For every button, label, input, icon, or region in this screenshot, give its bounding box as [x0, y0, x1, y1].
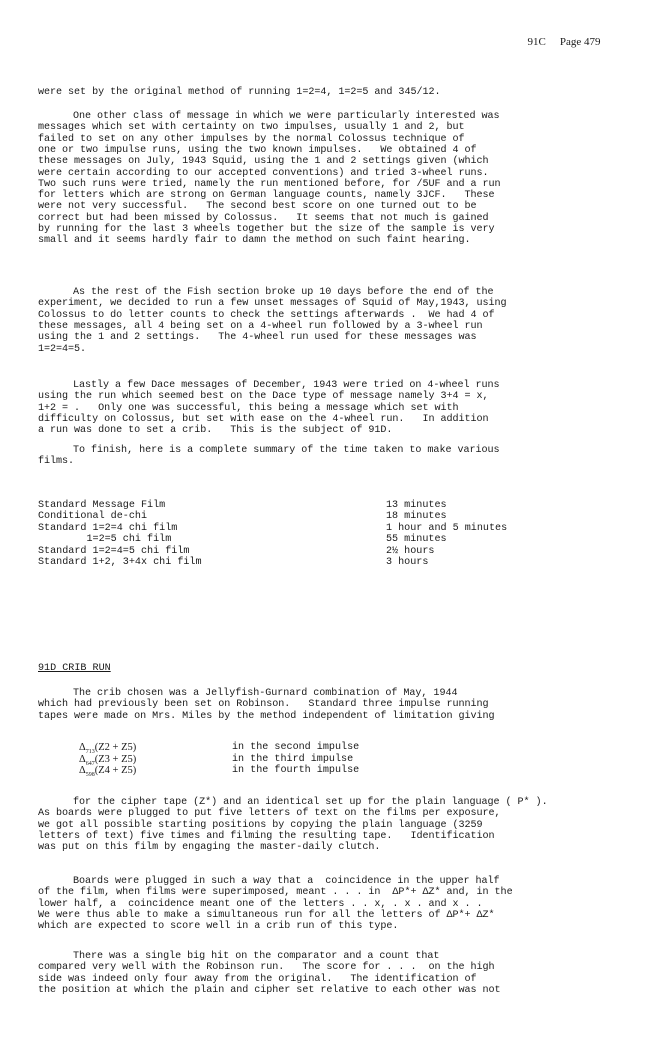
- delta-subscript: 598: [85, 772, 95, 779]
- para3-line: using the run which seemed best on the Dace type of message namely 3+4 = x,: [38, 391, 489, 403]
- formula-description: in the fourth impulse: [232, 765, 360, 776]
- para8-line: the position at which the plain and cipher set relative to each other was not: [38, 984, 501, 996]
- summary-time: 2½ hours: [386, 545, 435, 557]
- delta-symbol: Δ: [79, 765, 86, 776]
- para1-line: for letters which are strong on German language counts, namely 3JCF. These: [38, 190, 495, 202]
- para2-line: using the 1 and 2 settings. The 4-wheel run used for these messages was: [38, 332, 477, 344]
- delta-formula: [79, 765, 136, 781]
- para7-line: of the film, when films were superimposed, meant . . . in ΔP*+ ΔZ* and, in the: [38, 887, 513, 899]
- para7-line: which are expected to score well in a crib run of this type.: [38, 921, 399, 933]
- section-number: 91C: [527, 36, 546, 48]
- para2-line: these messages, all 4 being set on a 4-wheel run followed by a 3-wheel run: [38, 320, 483, 332]
- formula-description: in the third impulse: [232, 753, 354, 765]
- para1-line: Two such runs were tried, namely the run mentioned before, for /5UF and a run: [38, 178, 501, 190]
- page-number: Page 479: [559, 36, 601, 48]
- para7-line: We were thus able to make a simultaneous run for all the letters of ΔP*+ ΔZ*: [38, 909, 495, 921]
- para6-line: we got all possible starting positions by copying the plain language (3259: [38, 819, 483, 831]
- para1-line: One other class of message in which we were particularly interested was: [73, 111, 500, 122]
- summary-time: 1 hour and 5 minutes: [386, 522, 508, 534]
- formula-description: in the second impulse: [232, 742, 360, 753]
- para7-line: lower half, a coincidence meant one of the letters . . x, . x . and x . .: [38, 898, 483, 910]
- formula-expression: (Z2 + Z5): [94, 742, 137, 753]
- summary-time: 3 hours: [386, 557, 429, 568]
- summary-film-name: Standard 1=2=4=5 chi film: [38, 545, 190, 557]
- delta-symbol: Δ: [79, 742, 86, 753]
- para1-line: were not very successful. The second best score on one turned out to be: [38, 201, 477, 213]
- para1-line: one or two impulse runs, using the two known impulses. We obtained 4 of: [38, 144, 477, 156]
- para5-line: The crib chosen was a Jellyfish-Gurnard combination of May, 1944: [73, 688, 458, 699]
- para4-line: films.: [38, 456, 75, 468]
- para8-line: side was indeed only four away from the original. The identification of: [38, 973, 477, 985]
- para5-line: which had previously been set on Robinson. Standard three impulse running: [38, 699, 489, 711]
- summary-time: 18 minutes: [386, 511, 447, 523]
- summary-film-name: Standard 1=2=4 chi film: [38, 522, 178, 534]
- summary-time: 55 minutes: [386, 534, 447, 546]
- para6-line: letters of text) five times and filming the resulting tape. Identification: [38, 830, 495, 842]
- para5-line: tapes were made on Mrs. Miles by the method independent of limitation giving: [38, 710, 495, 722]
- page-header: [522, 24, 614, 48]
- formula-expression: (Z3 + Z5): [94, 753, 137, 765]
- summary-film-name: 1=2=5 chi film: [38, 534, 172, 546]
- para8-line: compared very well with the Robinson run. The score for . . . on the high: [38, 962, 495, 974]
- para3-line: Lastly a few Dace messages of December, 1943 were tried on 4-wheel runs: [73, 380, 500, 391]
- para3-line: 1+2 = . Only one was successful, this being a message which set with: [38, 402, 459, 414]
- para6-line: was put on this film by engaging the master-daily clutch.: [38, 842, 381, 854]
- para1-line: were certain according to our accepted conventions) and tried 3-wheel runs.: [38, 167, 489, 179]
- summary-time: 13 minutes: [386, 500, 447, 511]
- summary-film-name: Conditional de-chi: [38, 511, 148, 523]
- para3-line: a run was done to set a crib. This is the subject of 91D.: [38, 425, 393, 437]
- para1-line: messages which set with certainty on two impulses, usually 1 and 2, but: [38, 122, 465, 134]
- delta-symbol: Δ: [79, 753, 86, 765]
- para7-line: Boards were plugged in such a way that a coincidence in the upper half: [73, 876, 500, 887]
- para2-line: 1=2=4=5.: [38, 343, 87, 355]
- para2-line: Colossus to do letter counts to check the settings afterwards . We had 4 of: [38, 309, 495, 321]
- para1-line: by running for the last 3 wheels together but the size of the sample is very: [38, 224, 495, 235]
- para0-line: were set by the original method of running 1=2=4, 1=2=5 and 345/12.: [38, 87, 441, 98]
- para2-line: experiment, we decided to run a few unset messages of Squid of May,1943, using: [38, 298, 507, 310]
- para6-line: for the cipher tape (Z*) and an identical set up for the plain language ( P* ).: [73, 797, 548, 808]
- para1-line: these messages on July, 1943 Squid, using the 1 and 2 settings given (which: [38, 156, 489, 168]
- summary-film-name: Standard Message Film: [38, 500, 166, 511]
- para1-line: small and it seems hardly fair to damn the method on such faint hearing.: [38, 235, 471, 247]
- para4-line: To finish, here is a complete summary of the time taken to make various: [73, 445, 500, 456]
- para6-line: As boards were plugged to put five letters of text on the films per exposure,: [38, 808, 501, 820]
- para2-line: As the rest of the Fish section broke up 10 days before the end of the: [73, 287, 494, 298]
- section-heading: 91D CRIB RUN: [38, 663, 111, 674]
- para3-line: difficulty on Colossus, but set with ease on the 4-wheel run. In addition: [38, 413, 489, 425]
- para1-line: failed to set on any other impulses by the normal Colossus technique of: [38, 133, 465, 145]
- para1-line: correct but had been missed by Colossus. It seems that not much is gained: [38, 212, 489, 224]
- para8-line: There was a single big hit on the comparator and a count that: [73, 951, 440, 962]
- delta-subscript: 713: [85, 749, 95, 756]
- formula-expression: (Z4 + Z5): [94, 765, 137, 776]
- delta-subscript: 647: [85, 760, 95, 767]
- summary-film-name: Standard 1+2, 3+4x chi film: [38, 557, 202, 568]
